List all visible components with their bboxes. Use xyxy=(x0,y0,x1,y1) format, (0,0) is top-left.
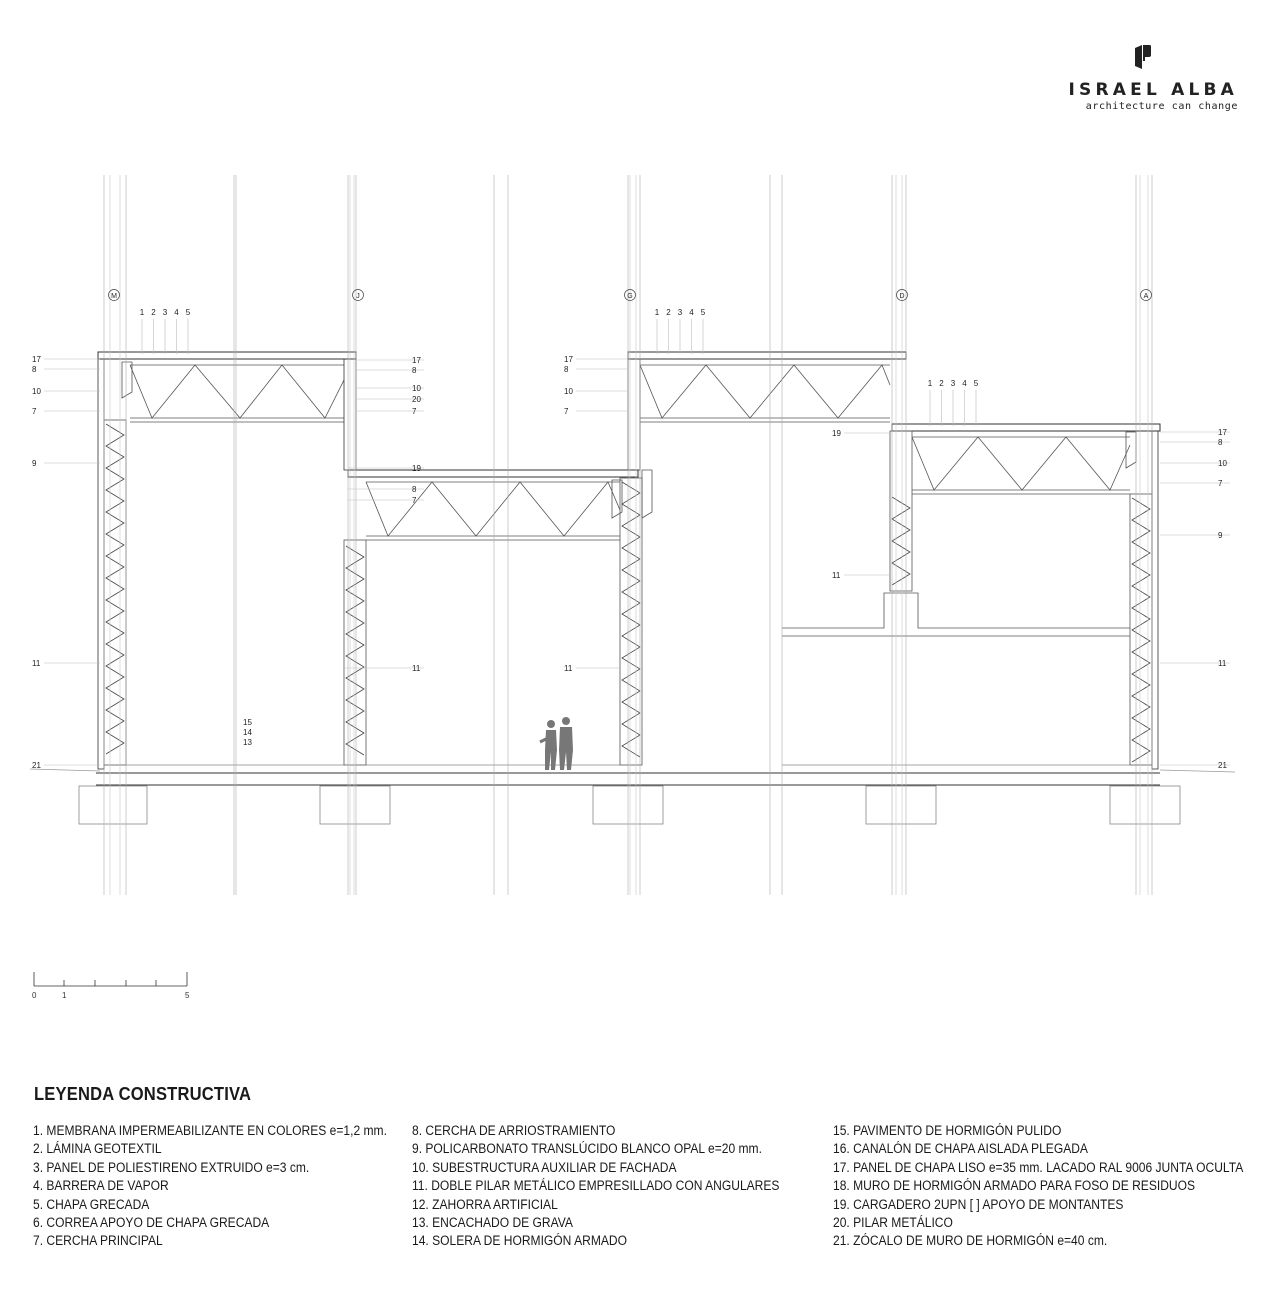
roof-layer-label: 1 xyxy=(927,379,933,388)
legend-item: 1. MEMBRANA IMPERMEABILIZANTE EN COLORES e=1,2 mm. xyxy=(33,1123,387,1138)
roof-layer-label: 2 xyxy=(939,379,944,388)
annotation-label: 17 xyxy=(32,355,41,364)
roof-layer-label: 2 xyxy=(666,308,671,317)
legend-item: 10. SUBESTRUCTURA AUXILIAR DE FACHADA xyxy=(412,1159,677,1175)
legend-item: 17. PANEL DE CHAPA LISO e=35 mm. LACADO RAL 9006 JUNTA OCULTA xyxy=(833,1159,1244,1175)
legend-item: 20. PILAR METÁLICO xyxy=(833,1215,953,1231)
annotation-label: 9 xyxy=(32,459,37,468)
legend-title: LEYENDA CONSTRUCTIVA xyxy=(34,1084,252,1104)
human-figures xyxy=(540,717,573,770)
legend-item: 21. ZÓCALO DE MURO DE HORMIGÓN e=40 cm. xyxy=(833,1233,1108,1249)
annotation-label: 7 xyxy=(412,407,417,416)
annotation-label: 13 xyxy=(243,738,252,747)
legend-column-3 xyxy=(833,1122,1280,1251)
svg-text:M: M xyxy=(111,293,117,300)
legend-item: 19. CARGADERO 2UPN [ ] APOYO DE MONTANTES xyxy=(833,1196,1124,1212)
bracing-zigzag xyxy=(106,424,124,754)
annotation-label: 7 xyxy=(564,407,569,416)
annotation-label: 8 xyxy=(1218,438,1223,447)
scale-bar xyxy=(34,972,187,986)
annotation-label: 8 xyxy=(32,365,37,374)
annotation-label: 19 xyxy=(832,429,841,438)
annotation-label: 8 xyxy=(412,366,417,375)
legend-item: 18. MURO DE HORMIGÓN ARMADO PARA FOSO DE RESIDUOS xyxy=(833,1178,1196,1194)
annotation-label: 10 xyxy=(32,387,41,396)
roof-layer-label: 5 xyxy=(185,308,191,317)
logo-tagline: architecture can change xyxy=(1085,101,1238,112)
annotation-label: 7 xyxy=(32,407,37,416)
scale-label-0: 0 xyxy=(32,991,37,1000)
roof-layer-label: 1 xyxy=(139,308,145,317)
legend-item: 8. CERCHA DE ARRIOSTRAMIENTO xyxy=(412,1123,616,1138)
annotation-label: 17 xyxy=(412,356,421,365)
legend-item: 6. CORREA APOYO DE CHAPA GRECADA xyxy=(33,1215,270,1231)
annotation-label: 11 xyxy=(412,664,421,673)
annotation-label: 9 xyxy=(1218,531,1223,540)
legend-item: 11. DOBLE PILAR METÁLICO EMPRESILLADO CON ANGULARES xyxy=(412,1178,780,1194)
legend-item: 7. CERCHA PRINCIPAL xyxy=(33,1233,163,1249)
logo-name: ISRAEL ALBA xyxy=(1068,80,1238,100)
annotation-label: 11 xyxy=(1218,659,1227,668)
annotation-label: 21 xyxy=(32,761,41,770)
svg-text:D: D xyxy=(899,293,905,300)
annotation-label: 8 xyxy=(412,485,417,494)
grid-axis-a xyxy=(1141,290,1152,301)
legend-column-1 xyxy=(33,1122,426,1251)
annotation-label: 11 xyxy=(832,571,841,580)
bracing-zigzag xyxy=(346,546,364,755)
svg-text:J: J xyxy=(356,293,360,300)
scale-label-5: 5 xyxy=(185,991,190,1000)
annotation-label: 8 xyxy=(564,365,569,374)
scale-label-1: 1 xyxy=(62,991,67,1000)
annotation-label: 11 xyxy=(564,664,573,673)
legend-item: 15. PAVIMENTO DE HORMIGÓN PULIDO xyxy=(833,1123,1062,1138)
roof-layer-label: 4 xyxy=(962,379,967,388)
roof-layer-label: 5 xyxy=(700,308,706,317)
svg-text:A: A xyxy=(1143,293,1149,300)
annotation-label: 10 xyxy=(1218,459,1227,468)
annotation-label: 20 xyxy=(412,395,421,404)
legend-item: 13. ENCACHADO DE GRAVA xyxy=(412,1215,573,1231)
annotation-label: 14 xyxy=(243,728,252,737)
roof-layer-label: 3 xyxy=(162,308,168,317)
legend-item: 4. BARRERA DE VAPOR xyxy=(33,1178,169,1194)
annotation-label: 7 xyxy=(412,496,417,505)
bracing-zigzag xyxy=(622,482,640,757)
legend-item: 16. CANALÓN DE CHAPA AISLADA PLEGADA xyxy=(833,1141,1088,1157)
annotation-label: 11 xyxy=(32,659,41,668)
annotation-label: 21 xyxy=(1218,761,1227,770)
annotation-label: 17 xyxy=(1218,428,1227,437)
annotation-label: 7 xyxy=(1218,479,1223,488)
legend-item: 2. LÁMINA GEOTEXTIL xyxy=(33,1141,162,1157)
annotation-label: 10 xyxy=(564,387,573,396)
roof-layer-label: 4 xyxy=(174,308,179,317)
roof-layer-label: 4 xyxy=(689,308,694,317)
annotation-label: 10 xyxy=(412,384,421,393)
roof-layer-label: 3 xyxy=(950,379,956,388)
roof-layer-label: 1 xyxy=(654,308,660,317)
legend-item: 5. CHAPA GRECADA xyxy=(33,1196,150,1212)
legend-column-2 xyxy=(412,1122,820,1251)
grid-axis-m xyxy=(109,290,120,301)
bracing-zigzag xyxy=(1132,498,1150,762)
svg-text:G: G xyxy=(627,293,633,300)
annotation-label: 15 xyxy=(243,718,252,727)
legend-item: 12. ZAHORRA ARTIFICIAL xyxy=(412,1196,558,1212)
roof-layer-label: 3 xyxy=(677,308,683,317)
roof-layer-label: 2 xyxy=(151,308,156,317)
annotation-label: 19 xyxy=(412,464,421,473)
bracing-zigzag xyxy=(892,497,910,585)
roof-layer-label: 5 xyxy=(973,379,979,388)
legend-item: 9. POLICARBONATO TRANSLÚCIDO BLANCO OPAL e=20 mm. xyxy=(412,1141,762,1157)
legend-item: 3. PANEL DE POLIESTIRENO EXTRUIDO e=3 cm. xyxy=(33,1159,310,1175)
legend-item: 14. SOLERA DE HORMIGÓN ARMADO xyxy=(412,1233,627,1249)
annotation-label: 17 xyxy=(564,355,573,364)
